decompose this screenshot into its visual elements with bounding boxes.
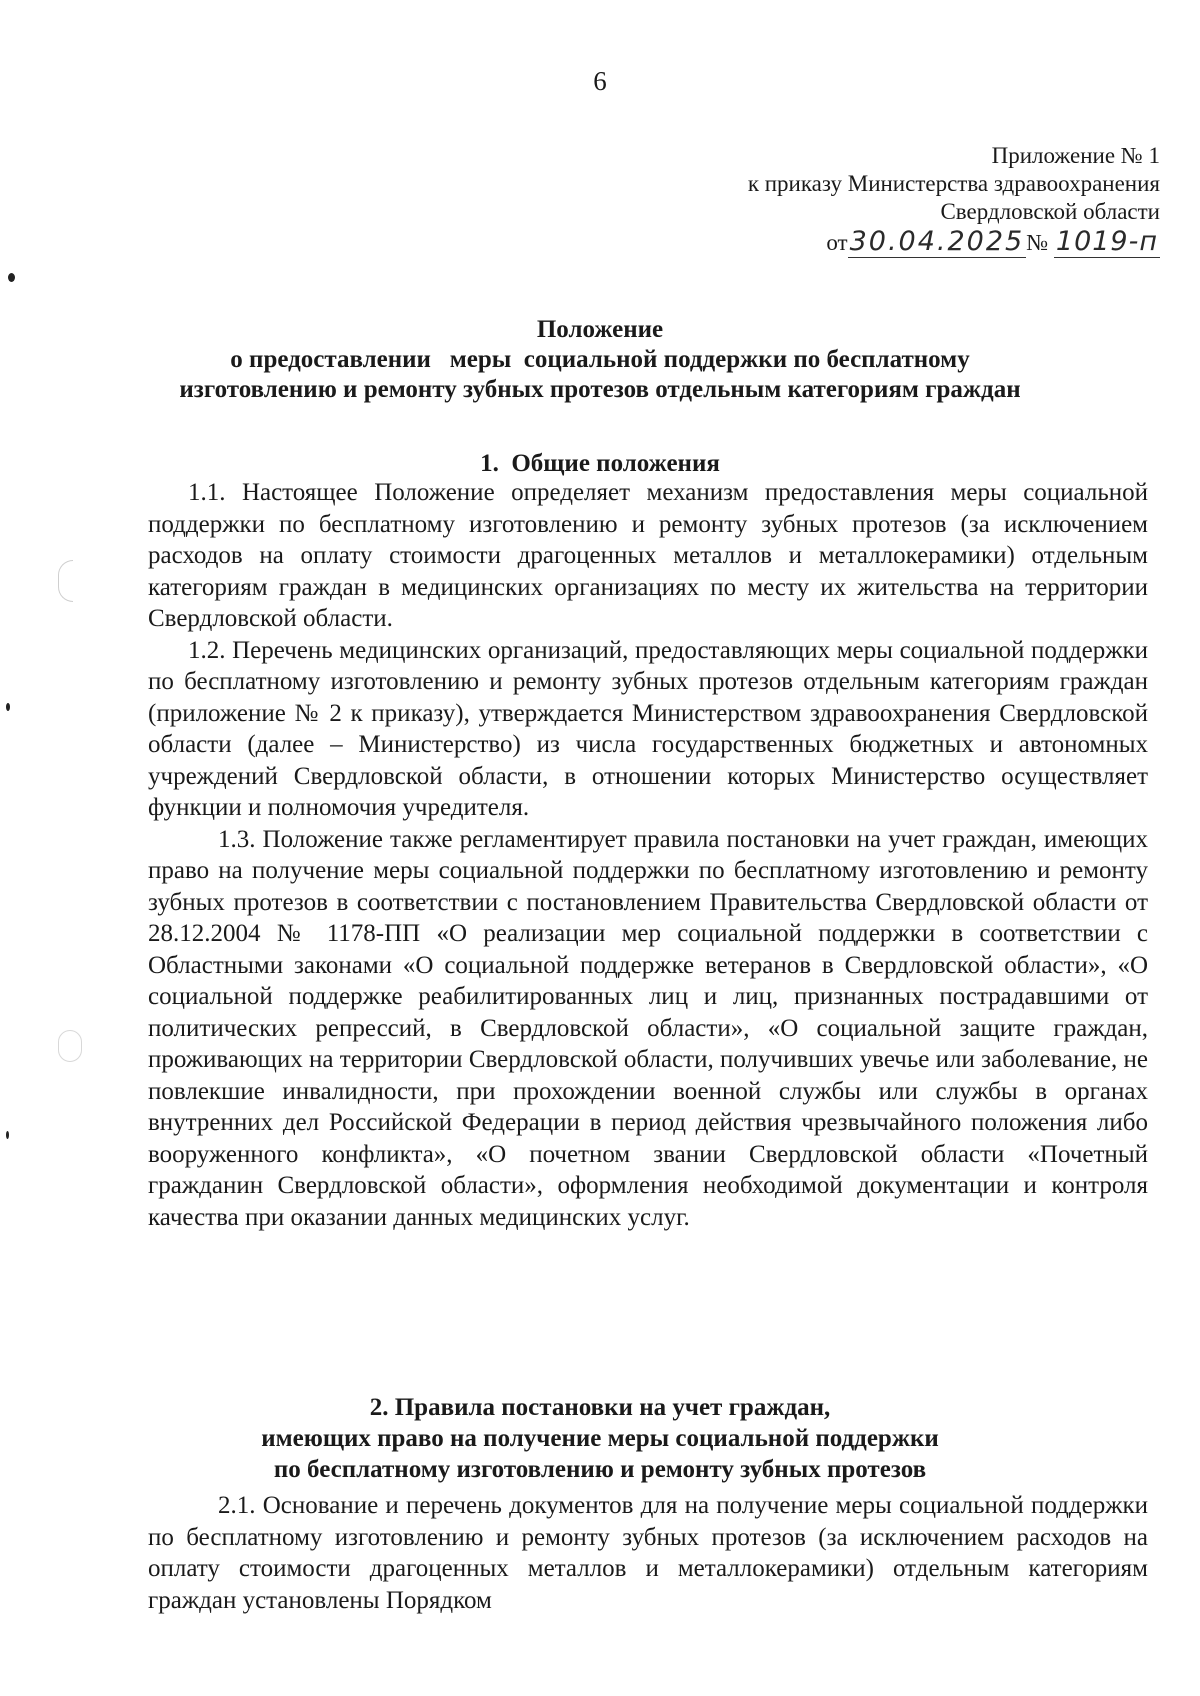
section-2-body: [148, 1490, 1148, 1616]
appendix-block: [560, 142, 1160, 257]
date-prefix: от: [826, 230, 848, 255]
scan-artifact: [58, 1030, 82, 1062]
paragraph-1-3: 1.3. Положение также регламентирует правила постановки на учет граждан, имеющих право на получение меры социальной поддержки по бесплатному изготовлению и ремонту зубных протезов в соответствии с постановлением Правительства Свердловской области от 28.12.2004 № 1178-ПП «О реализации мер социальной поддержки в соответствии с Областными законами «О социальной поддержке ветеранов в Свердловской области», «О социальной поддержке реабилитированных лиц и лиц, признанных пострадавшими от политических репрессий, в Свердловской области», «О социальной защите граждан, проживающих на территории Свердловской области, получивших увечье или заболевание, не повлекшие инвалидности, при прохождении военной службы или службы в органах внутренних дел Российской Федерации в период действия чрезвычайного положения либо вооруженного конфликта», «О почетном звании Свердловской области «Почетный гражданин Свердловской области», оформления необходимой документации и контроля качества при оказании данных медицинских услуг.: [148, 825, 1148, 1231]
paragraph-1-1: 1.1. Настоящее Положение определяет механизм предоставления меры социальной поддержки по бесплатному изготовлению и ремонту зубных протезов (за исключением расходов на оплату стоимости драгоценных металлов и металлокерамики) отдельным категориям граждан в медицинских организациях по месту их жительства на территории Свердловской области.: [148, 479, 1148, 632]
title-line-3: изготовлению и ремонту зубных протезов отдельным категориям граждан: [179, 376, 1021, 403]
paragraph-2-1: 2.1. Основание и перечень документов для на получение меры социальной поддержки по бесплатному изготовлению и ремонту зубных протезов (за исключением расходов на оплату стоимости драгоценных металлов и металлокерамики) отдельным категориям граждан установлены Порядком: [148, 1492, 1148, 1614]
page-number: 6: [593, 66, 607, 96]
section-1-body: [148, 477, 1148, 1233]
title-line-2: о предоставлении меры социальной поддержки по бесплатному: [230, 346, 970, 373]
section-2-heading-line-2: имеющих право на получение меры социальной поддержки: [261, 1425, 939, 1452]
title-line-1: Положение: [536, 316, 664, 343]
document-title: [0, 315, 1200, 405]
appendix-line-2: к приказу Министерства здравоохранения: [747, 171, 1160, 196]
handwritten-number: 1019-п: [1055, 226, 1158, 257]
scan-artifact: [58, 560, 73, 602]
scan-artifact: [6, 1131, 9, 1139]
appendix-line-1: Приложение № 1: [991, 143, 1160, 168]
paragraph-1-2: 1.2. Перечень медицинских организаций, предоставляющих меры социальной поддержки по бесплатному изготовлению и ремонту зубных протезов отдельным категориям граждан (приложение № 2 к приказу), утверждается Министерством здравоохранения Свердловской области (далее – Министерство) из числа государственных бюджетных и автономных учреждений Свердловской области, в отношении которых Министерство осуществляет функции и полномочия учредителя.: [148, 636, 1148, 821]
scan-artifact: [8, 273, 15, 282]
section-2-heading: [0, 1392, 1200, 1485]
appendix-line-3: Свердловской области: [940, 199, 1160, 224]
section-2-heading-line-3: по бесплатному изготовлению и ремонту зубных протезов: [273, 1456, 927, 1483]
handwritten-date: 30.04.2025: [849, 226, 1025, 257]
number-prefix: №: [1026, 230, 1049, 255]
scan-artifact: [6, 703, 10, 711]
section-2-heading-line-1: 2. Правила постановки на учет граждан,: [369, 1394, 831, 1421]
section-1-heading: 1. Общие положения: [480, 450, 720, 477]
appendix-date-line: [560, 228, 1160, 257]
